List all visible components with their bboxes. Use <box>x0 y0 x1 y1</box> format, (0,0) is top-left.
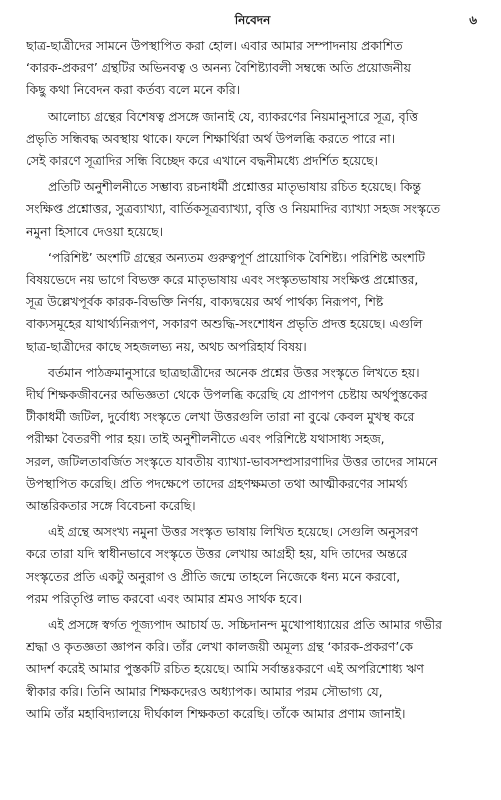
text-line: শ্রদ্ধা ও কৃতজ্ঞতা জ্ঞাপন করি। তাঁর লেখা কালজয়ী অমূল্য গ্রন্থ ‘কারক-প্রকরণ’কে <box>26 640 413 655</box>
text-line: আদর্শ করেই আমার পুস্তকটি রচিত হয়েছে। আমি সর্বান্তঃকরণে এই অপরিশোধ্য ঋণ <box>26 662 424 677</box>
text-line: পরম পরিতৃপ্তি লাভ করবো এবং আমার শ্রমও সার্থক হবে। <box>26 591 303 606</box>
page-number: ৬ <box>469 13 477 27</box>
text-line: ‘পরিশিষ্ট’ অংশটি গ্রন্থের অন্যতম গুরুত্বপূর্ণ প্রায়োগিক বৈশিষ্ট্য। পরিশিষ্ট অংশটি <box>48 250 425 265</box>
text-line: এই গ্রন্থে অসংখ্য নমুনা উত্তর সংস্কৃত ভাষায় লিখিত হয়েছে। সেগুলি অনুসরণ <box>48 525 418 540</box>
text-line: ছাত্র-ছাত্রীদের সামনে উপস্থাপিত করা হোল। এবার আমার সম্পাদনায় প্রকাশিত <box>26 39 403 53</box>
text-line: দীর্ঘ শিক্ষকজীবনের অভিজ্ঞতা থেকে উপলব্ধি করেছি যে প্রাণপণ চেষ্টায় অর্থপুস্তকের <box>26 388 428 403</box>
text-line: আন্তরিকতার সঙ্গে বিবেচনা করেছি। <box>26 499 196 514</box>
text-line: স্বীকার করি। তিনি আমার শিক্ষকদেরও অধ্যাপক। আমার পরম সৌভাগ্য যে, <box>26 684 383 699</box>
text-line: টীকাধর্মী জটিল, দুর্বোধ্য সংস্কৃতে লেখা উত্তরগুলি তারা না বুঝে কেবল মুখস্থ করে <box>26 410 415 425</box>
text-line: প্রভৃতি সন্ধিবদ্ধ অবস্থায় থাকে। ফলে শিক্ষার্থিরা অর্থ উপলব্ধি করতে পারে না। <box>26 131 396 146</box>
page-title: নিবেদন <box>234 13 271 27</box>
text-line: কিছু কথা নিবেদন করা কর্তব্য বলে মনে করি। <box>26 83 241 98</box>
text-line: ‘কারক-প্রকরণ’ গ্রন্থটির অভিনবত্ব ও অনন্য বৈশিষ্ট্যাবলী সম্বন্ধে অতি প্রয়োজনীয় <box>26 61 411 76</box>
text-line: ছাত্র-ছাত্রীদের কাছে সহজলভ্য নয়, অথচ অপরিহার্য বিষয়। <box>26 339 307 354</box>
text-line: সেই কারণে সূত্রাদির সন্ধি বিচ্ছেদ করে এখানে বদ্ধনীমধ্যে প্রদর্শিত হয়েছে। <box>26 154 378 169</box>
text-line: সরল, জটিলতাবর্জিত সংস্কৃতে যাবতীয় ব্যাখ্যা-ভাবসম্প্রসারণাদির উত্তর তাদের সামনে <box>26 454 438 469</box>
text-line: করে তারা যদি স্বাধীনভাবে সংস্কৃতে উত্তর লেখায় আগ্রহী হয়, যদি তাদের অন্তরে <box>26 547 408 562</box>
text-line: সংক্ষিপ্ত প্রশ্নোত্তর, সুত্রব্যাখ্যা, বার্তিকসূত্রব্যাখ্যা, বৃত্তি ও নিয়মাদির ব্যাখ্যা সহজ সংস্কৃতে <box>26 202 440 217</box>
text-line: পরীক্ষা বৈতরণী পার হয়। তাই অনুশীলনীতে এবং পরিশিষ্টে যথাসাধ্য সহজ, <box>26 432 385 447</box>
text-line: নমুনা হিসাবে দেওয়া হয়েছে। <box>26 224 163 239</box>
paragraph <box>26 176 479 243</box>
text-line: আমি তাঁর মহাবিদ্যালয়ে দীর্ঘকাল শিক্ষকতা করেছি। তাঁকে আমার প্রণাম জানাই। <box>26 706 406 721</box>
text-line: এই প্রসঙ্গে স্বর্গত পূজ্যপাদ আচার্য ড. সচ্চিদানন্দ মুখোপাধ্যায়ের প্রতি আমার গভীর <box>48 618 442 633</box>
paragraph <box>26 362 479 517</box>
paragraph <box>26 614 479 725</box>
text-line: বর্তমান পাঠক্রমানুসারে ছাত্রছাত্রীদের অনেক প্রশ্নের উত্তর সংস্কৃতে লিখতে হয়। <box>48 365 420 380</box>
text-line: উপস্থাপিত করেছি। প্রতি পদক্ষেপে তাদের গ্রহণক্ষমতা তথা আত্মীকরণের সামর্থ্য <box>26 476 408 491</box>
paragraph <box>26 247 479 358</box>
text-line: আলোচ্য গ্রন্থের বিশেষত্ব প্রসঙ্গে জানাই যে, ব্যাকরণের নিয়মানুসারে সূত্র, বৃত্তি <box>48 109 418 124</box>
text-line: সংস্কৃতের প্রতি একটু অনুরাগ ও প্রীতি জন্মে তাহলে নিজেকে ধন্য মনে করবো, <box>26 569 401 584</box>
page-header <box>26 10 479 30</box>
paragraph <box>26 106 479 173</box>
body-text <box>26 35 479 725</box>
text-line: সূত্র উল্লেখপূর্বক কারক-বিভক্তি নির্ণয়, বাক্যদ্বয়ের অর্থ পার্থক্য নিরূপণ, শিষ্ট <box>26 295 384 310</box>
text-line: প্রতিটি অনুশীলনীতে সম্ভাব্য রচনাধর্মী প্রশ্নোত্তর মাতৃভাষায় রচিত হয়েছে। কিন্তু <box>48 180 421 195</box>
paragraph <box>26 35 479 102</box>
text-line: বাক্যসমূহের যাথার্থ্যনিরূপণ, সকারণ অশুদ্ধি-সংশোধন প্রভৃতি প্রদত্ত হয়েছে। এগুলি <box>26 317 423 332</box>
paragraph <box>26 521 479 610</box>
text-line: বিষয়ভেদে নয় ভাগে বিভক্ত করে মাতৃভাষায় এবং সংস্কৃতভাষায় সংক্ষিপ্ত প্রশ্নোত্তর, <box>26 273 419 288</box>
